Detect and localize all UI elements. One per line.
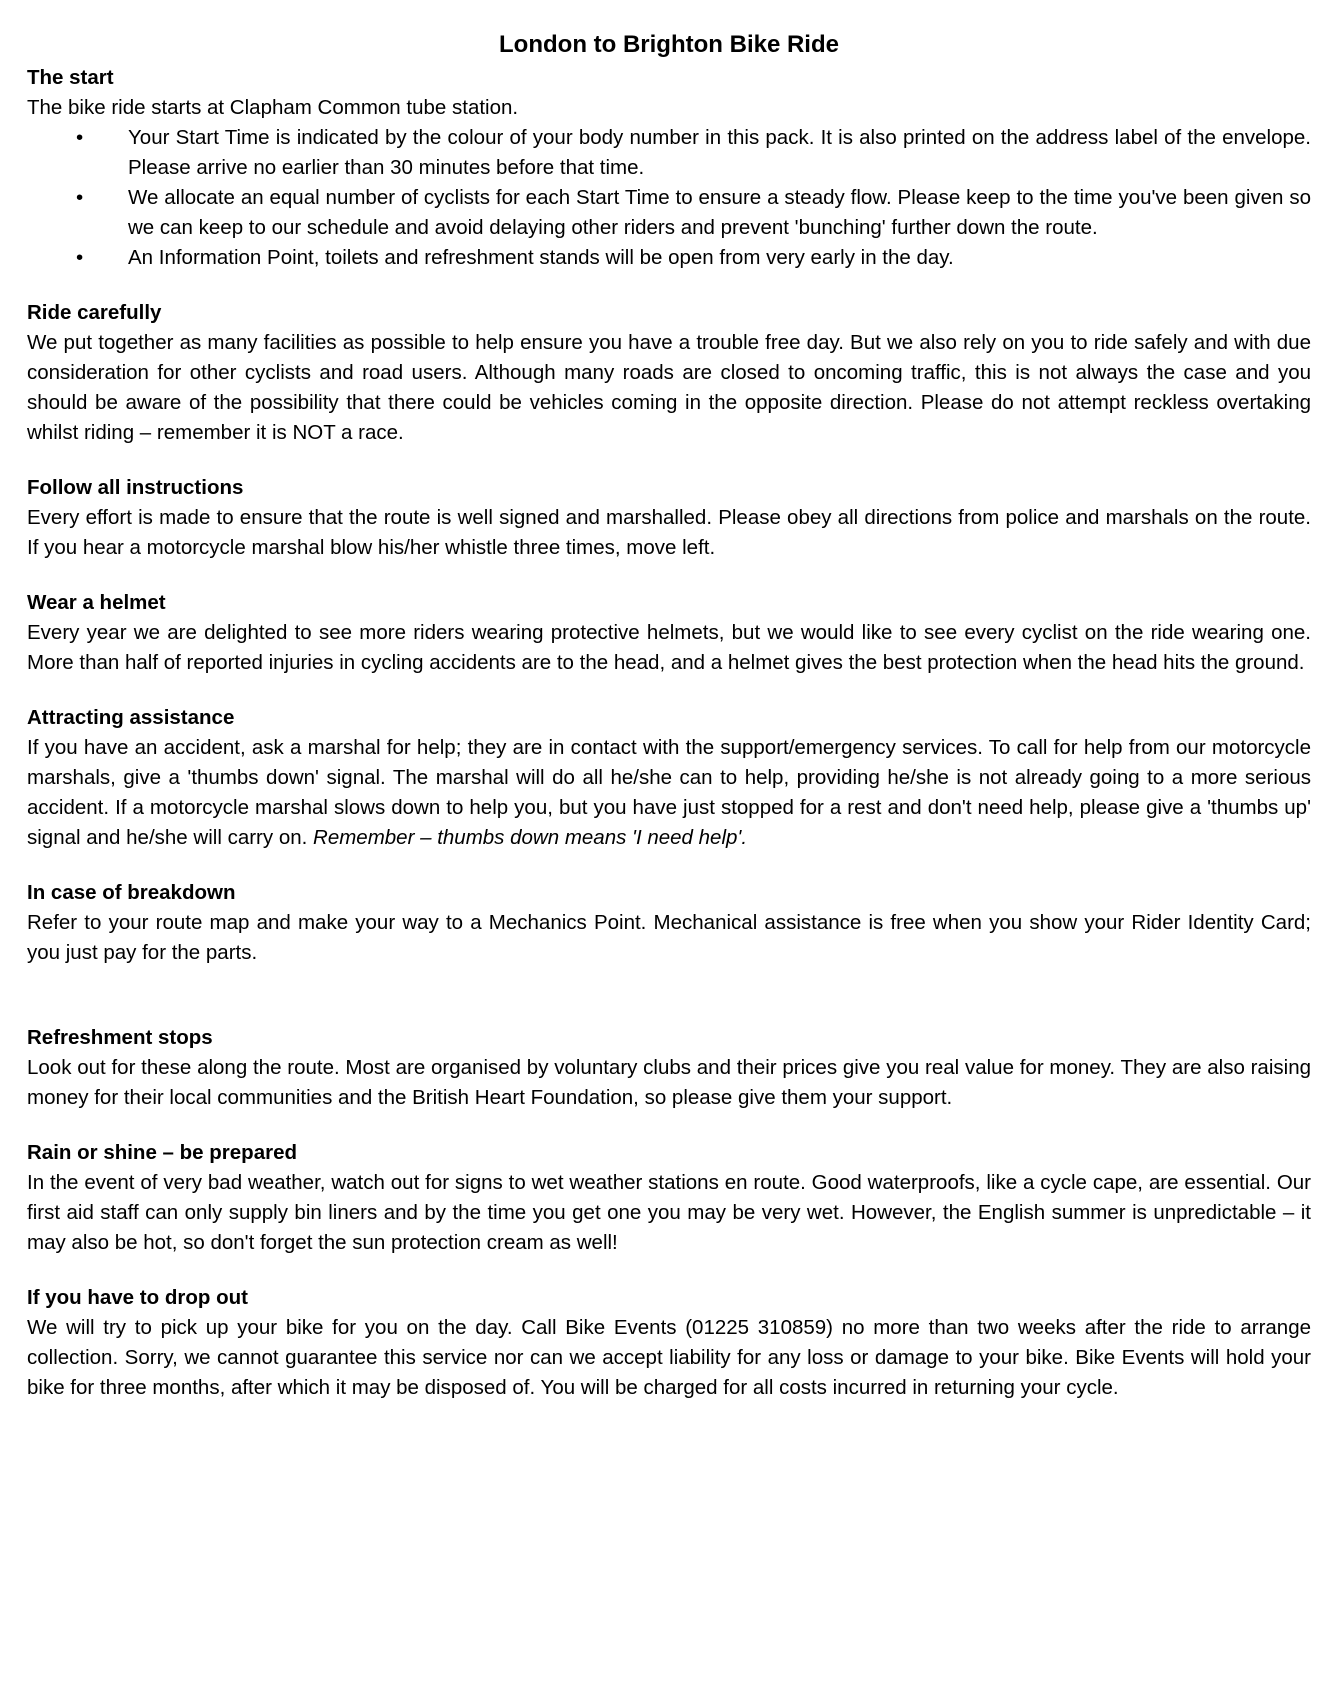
paragraph bbox=[27, 1313, 1311, 1403]
paragraph bbox=[27, 1168, 1311, 1258]
section-heading: Attracting assistance bbox=[27, 706, 235, 729]
section-heading: Wear a helmet bbox=[27, 591, 166, 614]
paragraph bbox=[27, 503, 1311, 563]
section-heading: Follow all instructions bbox=[27, 476, 244, 499]
paragraph bbox=[27, 618, 1311, 678]
bullet-list bbox=[27, 123, 1311, 273]
section-heading: If you have to drop out bbox=[27, 1286, 248, 1309]
paragraph-segment: In the event of very bad weather, watch out for signs to wet weather stations en route. Good waterproofs, like a cycle cape, are essential. Our first aid staff can only supply bin liners and by the time you get one you may be very wet. However, the English summer is unpredictable – it may also be hot, so don't forget the sun protection cream as well! bbox=[27, 1171, 1311, 1254]
bullet-item: • We allocate an equal number of cyclists for each Start Time to ensure a steady flow. Please keep to the time you've been given so we can keep to our schedule and avoid delaying other riders and prevent 'bunching' further down the route. bbox=[27, 183, 1311, 243]
bullet-item: • An Information Point, toilets and refreshment stands will be open from very early in the day. bbox=[27, 243, 1311, 273]
section-heading: The start bbox=[27, 66, 114, 89]
paragraph-segment: Refer to your route map and make your way to a Mechanics Point. Mechanical assistance is free when you show your Rider Identity Card; you just pay for the parts. bbox=[27, 911, 1311, 964]
section-wear-a-helmet bbox=[27, 588, 1311, 678]
paragraph-segment: Look out for these along the route. Most are organised by voluntary clubs and their prices give you real value for money. They are also raising money for their local communities and the British Heart Foundation, so please give them your support. bbox=[27, 1056, 1311, 1109]
paragraph bbox=[27, 328, 1311, 448]
section-follow-all-instructions bbox=[27, 473, 1311, 563]
section-heading: In case of breakdown bbox=[27, 881, 236, 904]
paragraph-segment: We put together as many facilities as possible to help ensure you have a trouble free day. But we also rely on you to ride safely and with due consideration for other cyclists and road users. Although many roads are closed to oncoming traffic, this is not always the case and you should be aware of the possibility that there could be vehicles coming in the opposite direction. Please do not attempt reckless overtaking whilst riding – remember it is NOT a race. bbox=[27, 331, 1311, 444]
bullet-item: • Your Start Time is indicated by the colour of your body number in this pack. It is also printed on the address label of the envelope. Please arrive no earlier than 30 minutes before that time. bbox=[27, 123, 1311, 183]
section-if-you-have-to-drop-out bbox=[27, 1283, 1311, 1403]
section-heading: Ride carefully bbox=[27, 301, 162, 324]
paragraph-segment: The bike ride starts at Clapham Common tube station. bbox=[27, 96, 519, 119]
paragraph-segment-italic: Remember – thumbs down means 'I need help'. bbox=[313, 826, 748, 849]
section-heading: Rain or shine – be prepared bbox=[27, 1141, 297, 1164]
document-sections bbox=[27, 63, 1311, 1403]
paragraph bbox=[27, 733, 1311, 853]
section-the-start bbox=[27, 63, 1311, 273]
paragraph-segment: Every year we are delighted to see more riders wearing protective helmets, but we would like to see every cyclist on the ride wearing one. More than half of reported injuries in cycling accidents are to the head, and a helmet gives the best protection when the head hits the ground. bbox=[27, 621, 1311, 674]
section-refreshment-stops bbox=[27, 1023, 1311, 1113]
paragraph bbox=[27, 908, 1311, 968]
paragraph bbox=[27, 93, 1311, 123]
section-in-case-of-breakdown bbox=[27, 878, 1311, 968]
paragraph-segment: Every effort is made to ensure that the route is well signed and marshalled. Please obey all directions from police and marshals on the route. If you hear a motorcycle marshal blow his/her whistle three times, move left. bbox=[27, 506, 1311, 559]
paragraph-segment: If you have an accident, ask a marshal for help; they are in contact with the support/emergency services. To call for help from our motorcycle marshals, give a 'thumbs down' signal. The marshal will do all he/she can to help, providing he/she is not already going to a more serious accident. If a motorcycle marshal slows down to help you, but you have just stopped for a rest and don't need help, please give a 'thumbs up' signal and he/she will carry on. bbox=[27, 736, 1311, 849]
section-attracting-assistance bbox=[27, 703, 1311, 853]
section-heading: Refreshment stops bbox=[27, 1026, 213, 1049]
section-rain-or-shine bbox=[27, 1138, 1311, 1258]
paragraph-segment: We will try to pick up your bike for you on the day. Call Bike Events (01225 310859) no more than two weeks after the ride to arrange collection. Sorry, we cannot guarantee this service nor can we accept liability for any loss or damage to your bike. Bike Events will hold your bike for three months, after which it may be disposed of. You will be charged for all costs incurred in returning your cycle. bbox=[27, 1316, 1311, 1399]
section-ride-carefully bbox=[27, 298, 1311, 448]
document-title: London to Brighton Bike Ride bbox=[499, 31, 839, 58]
paragraph bbox=[27, 1053, 1311, 1113]
